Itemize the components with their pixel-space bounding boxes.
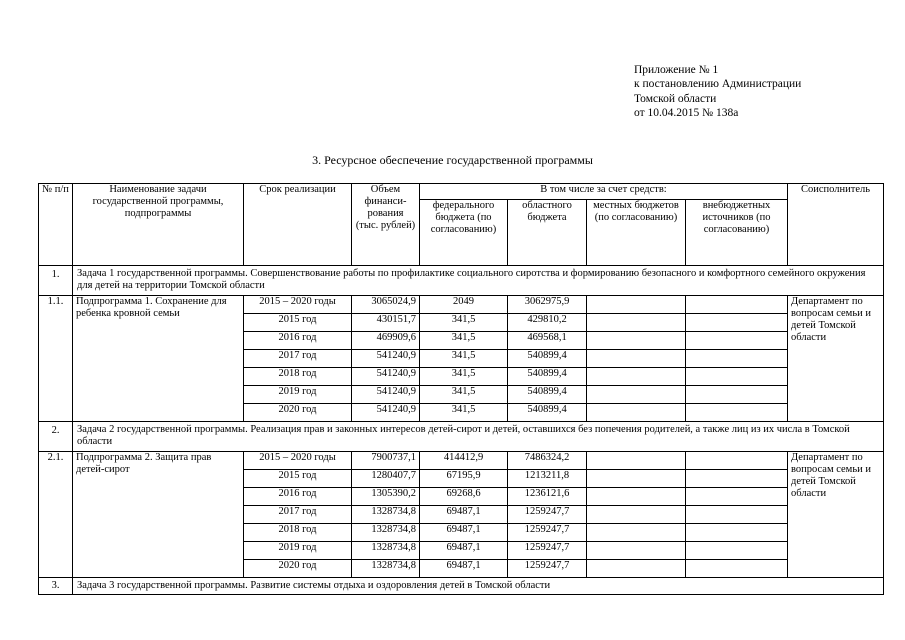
period-cell: 2020 год: [244, 560, 352, 578]
regional-cell: 540899,4: [508, 386, 587, 404]
volume-cell: 7900737,1: [352, 452, 420, 470]
local-cell: [587, 368, 686, 386]
period-cell: 2017 год: [244, 506, 352, 524]
appendix-line: к постановлению Администрации: [634, 78, 802, 91]
local-cell: [587, 524, 686, 542]
header-federal: федерального бюджета (по согласованию): [420, 200, 508, 266]
federal-cell: 69268,6: [420, 488, 508, 506]
federal-cell: 67195,9: [420, 470, 508, 488]
extrabudget-cell: [686, 296, 788, 314]
coexecutor-cell: Департамент по вопросам семьи и детей Томской области: [788, 296, 884, 422]
extrabudget-cell: [686, 560, 788, 578]
local-cell: [587, 296, 686, 314]
subprogram-name: Подпрограмма 2. Защита прав детей-сирот: [73, 452, 244, 578]
extrabudget-cell: [686, 488, 788, 506]
federal-cell: 341,5: [420, 386, 508, 404]
subprogram-num: 1.1.: [39, 296, 73, 422]
task-text: Задача 1 государственной программы. Совершенствование работы по профилактике социального сиротства и формированию безопасного и комфортного семейного окружения для детей на территории Томской области: [73, 266, 884, 296]
volume-cell: 469909,6: [352, 332, 420, 350]
subprogram-name: Подпрограмма 1. Сохранение для ребенка кровной семьи: [73, 296, 244, 422]
subprogram-num: 2.1.: [39, 452, 73, 578]
period-cell: 2019 год: [244, 542, 352, 560]
federal-cell: 69487,1: [420, 506, 508, 524]
volume-cell: 541240,9: [352, 386, 420, 404]
federal-cell: 69487,1: [420, 542, 508, 560]
period-cell: 2015 год: [244, 470, 352, 488]
extrabudget-cell: [686, 368, 788, 386]
local-cell: [587, 332, 686, 350]
task-num: 2.: [39, 422, 73, 452]
volume-cell: 541240,9: [352, 368, 420, 386]
extrabudget-cell: [686, 350, 788, 368]
header-extrabudget: внебюджетных источников (по согласованию): [686, 200, 788, 266]
local-cell: [587, 452, 686, 470]
period-cell: 2020 год: [244, 404, 352, 422]
volume-cell: 1328734,8: [352, 560, 420, 578]
header-num: № п/п: [39, 184, 73, 266]
regional-cell: 1259247,7: [508, 542, 587, 560]
regional-cell: 1259247,7: [508, 524, 587, 542]
appendix-line: от 10.04.2015 № 138а: [634, 106, 739, 119]
header-coexecutor: Соисполнитель: [788, 184, 884, 266]
header-period: Срок реализации: [244, 184, 352, 266]
extrabudget-cell: [686, 452, 788, 470]
federal-cell: 414412,9: [420, 452, 508, 470]
header-volume: Объем финанси-рования (тыс. рублей): [352, 184, 420, 266]
local-cell: [587, 350, 686, 368]
section-title: 3. Ресурсное обеспечение государственной программы: [312, 153, 593, 167]
extrabudget-cell: [686, 314, 788, 332]
volume-cell: 1280407,7: [352, 470, 420, 488]
period-cell: 2015 год: [244, 314, 352, 332]
federal-cell: 69487,1: [420, 524, 508, 542]
period-cell: 2016 год: [244, 488, 352, 506]
local-cell: [587, 488, 686, 506]
extrabudget-cell: [686, 506, 788, 524]
volume-cell: 541240,9: [352, 404, 420, 422]
period-cell: 2015 – 2020 годы: [244, 296, 352, 314]
task-text: Задача 3 государственной программы. Развитие системы отдыха и оздоровления детей в Томской области: [73, 578, 884, 595]
regional-cell: 540899,4: [508, 368, 587, 386]
federal-cell: 341,5: [420, 332, 508, 350]
volume-cell: 3065024,9: [352, 296, 420, 314]
header-including: В том числе за счет средств:: [420, 184, 788, 200]
local-cell: [587, 560, 686, 578]
appendix-header: [634, 63, 801, 120]
regional-cell: 540899,4: [508, 404, 587, 422]
task-num: 1.: [39, 266, 73, 296]
period-cell: 2018 год: [244, 368, 352, 386]
extrabudget-cell: [686, 524, 788, 542]
regional-cell: 540899,4: [508, 350, 587, 368]
federal-cell: 2049: [420, 296, 508, 314]
volume-cell: 430151,7: [352, 314, 420, 332]
regional-cell: 1259247,7: [508, 560, 587, 578]
regional-cell: 429810,2: [508, 314, 587, 332]
header-name: Наименование задачи государственной программы, подпрограммы: [73, 184, 244, 266]
federal-cell: 341,5: [420, 350, 508, 368]
regional-cell: 1259247,7: [508, 506, 587, 524]
federal-cell: 341,5: [420, 404, 508, 422]
header-local: местных бюджетов (по согласованию): [587, 200, 686, 266]
appendix-line: Приложение № 1: [634, 64, 719, 76]
volume-cell: 1328734,8: [352, 524, 420, 542]
federal-cell: 341,5: [420, 368, 508, 386]
volume-cell: 1305390,2: [352, 488, 420, 506]
task-num: 3.: [39, 578, 73, 595]
table-row: [39, 296, 884, 314]
extrabudget-cell: [686, 404, 788, 422]
extrabudget-cell: [686, 332, 788, 350]
period-cell: 2017 год: [244, 350, 352, 368]
extrabudget-cell: [686, 470, 788, 488]
header-regional: областного бюджета: [508, 200, 587, 266]
coexecutor-cell: Департамент по вопросам семьи и детей Томской области: [788, 452, 884, 578]
local-cell: [587, 542, 686, 560]
local-cell: [587, 314, 686, 332]
extrabudget-cell: [686, 386, 788, 404]
volume-cell: 1328734,8: [352, 542, 420, 560]
regional-cell: 7486324,2: [508, 452, 587, 470]
resource-table: [38, 183, 884, 595]
local-cell: [587, 506, 686, 524]
regional-cell: 1236121,6: [508, 488, 587, 506]
period-cell: 2015 – 2020 годы: [244, 452, 352, 470]
local-cell: [587, 404, 686, 422]
period-cell: 2018 год: [244, 524, 352, 542]
volume-cell: 541240,9: [352, 350, 420, 368]
federal-cell: 69487,1: [420, 560, 508, 578]
federal-cell: 341,5: [420, 314, 508, 332]
task-text: Задача 2 государственной программы. Реализация прав и законных интересов детей-сирот и детей, оставшихся без попечения родителей, а также лиц из их числа в Томской области: [73, 422, 884, 452]
regional-cell: 1213211,8: [508, 470, 587, 488]
regional-cell: 469568,1: [508, 332, 587, 350]
volume-cell: 1328734,8: [352, 506, 420, 524]
local-cell: [587, 470, 686, 488]
period-cell: 2019 год: [244, 386, 352, 404]
appendix-line: Томской области: [634, 92, 717, 105]
regional-cell: 3062975,9: [508, 296, 587, 314]
table-row: [39, 452, 884, 470]
local-cell: [587, 386, 686, 404]
period-cell: 2016 год: [244, 332, 352, 350]
extrabudget-cell: [686, 542, 788, 560]
